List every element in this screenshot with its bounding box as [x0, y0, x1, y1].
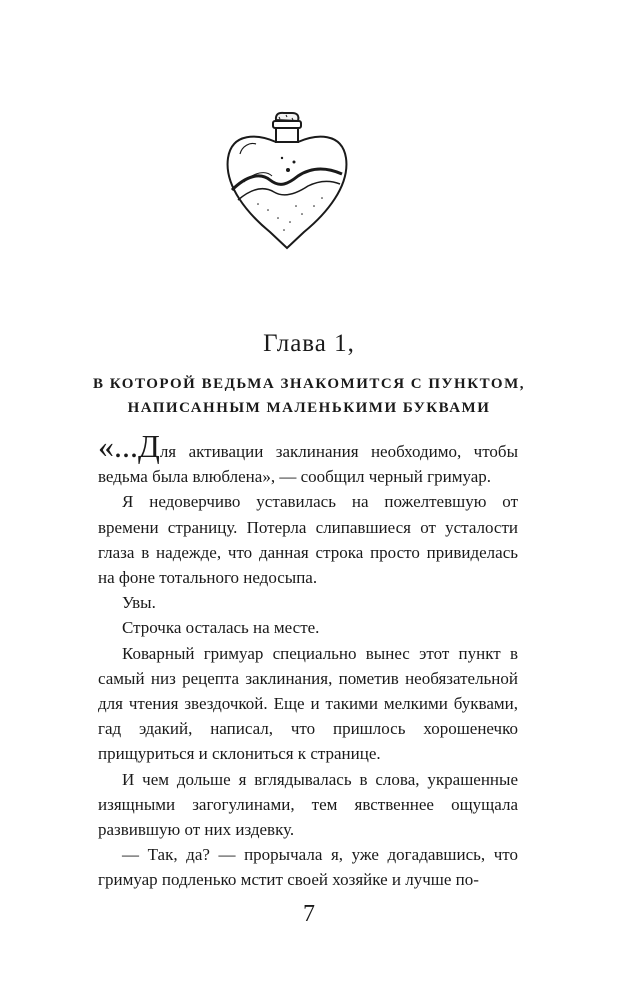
chapter-body-text — [98, 428, 518, 893]
body-paragraph: Строчка осталась на месте. — [122, 618, 320, 638]
chapter-subtitle — [0, 372, 618, 420]
body-paragraph: Коварный гримуар специально вынес этот пункт в самый низ рецепта заклинания, пометив необязательной для чтения звездочкой. Еще и такими мелкими буквами, гад эдакий, написал, что пришлось хорошенечко прищуриться и склониться к странице. — [98, 643, 518, 764]
opening-drop-cap: «...Д — [98, 428, 160, 464]
chapter-title: Глава 1, — [263, 330, 355, 357]
body-paragraph: И чем дольше я вглядывалась в слова, украшенные изящными загогулинами, тем явственнее ощущала развившую от них издевку. — [98, 769, 518, 840]
chapter-subtitle-line: НАПИСАННЫМ МАЛЕНЬКИМИ БУКВАМИ — [127, 400, 491, 416]
page-number: 7 — [303, 901, 315, 927]
body-paragraph: — Так, да? — прорычала я, уже догадавшись, что гримуар подленько мстит своей хозяйке и лучше по- — [98, 845, 518, 890]
body-paragraph — [98, 428, 518, 489]
body-paragraph: Я недоверчиво уставилась на пожелтевшую от времени страницу. Потерла слипавшиеся от усталости глаза в надежде, что данная строка просто привиделась на фоне тотального недосыпа. — [98, 492, 518, 588]
body-paragraph: Увы. — [122, 593, 156, 613]
chapter-subtitle-line: В КОТОРОЙ ВЕДЬМА ЗНАКОМИТСЯ С ПУНКТОМ, — [93, 376, 525, 392]
body-paragraph-text: ля активации заклинания необходимо, чтобы ведьма была влюблена», — сообщил черный гримуар. — [98, 442, 518, 487]
heart-potion-bottle-illustration — [218, 110, 356, 275]
